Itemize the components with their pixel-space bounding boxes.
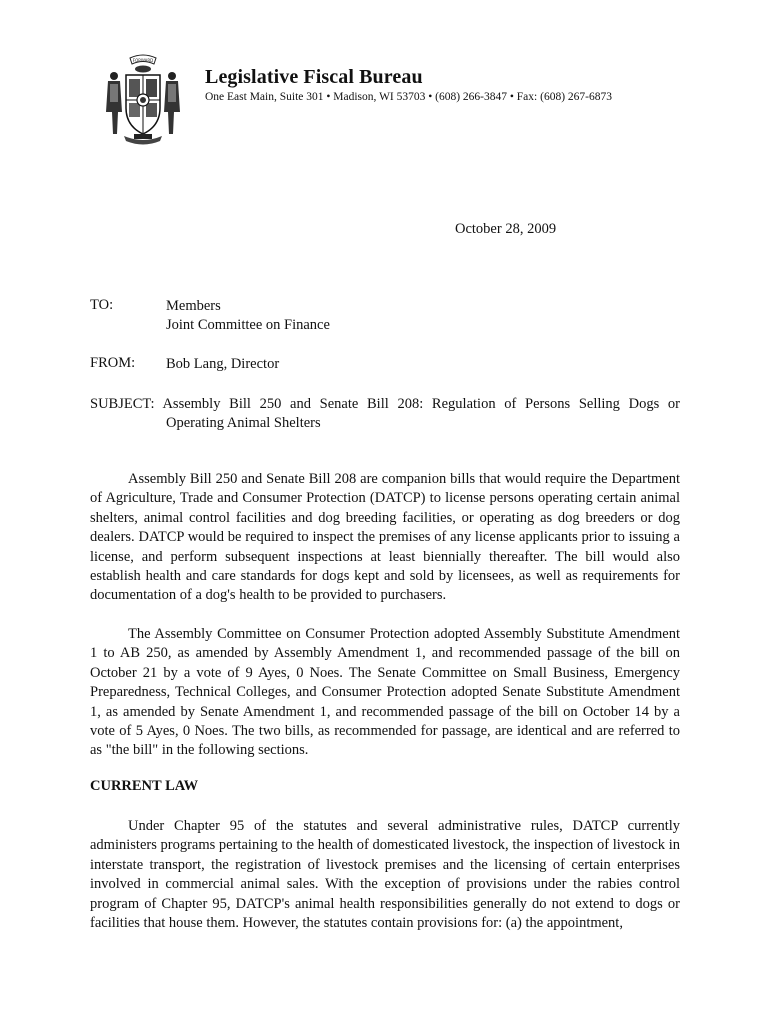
paragraph-2-text: The Assembly Committee on Consumer Protection adopted Assembly Substitute Amendment 1 to AB 250, as amended by Assembly Amendment 1, and recommended passage of the bill on October 21 by a vote of 9 Ayes, 0 Noes. The Senate Committee on Small Business, Emergency Preparedness, Technical Colleges, and Consumer Protection adopted Senate Substitute Amendment 1, as amended by Senate Amendment 1, and recommended passage of the bill on October 14 by a vote of 5 Ayes, 0 Noes. The two bills, as recommended for passage, are identical and are referred to as "the bill" in the following sections. [90, 626, 680, 759]
svg-text:FORWARD: FORWARD [132, 58, 154, 63]
subject-line-2: Operating Animal Shelters [166, 415, 321, 431]
to-line-2: Joint Committee on Finance [166, 317, 330, 333]
to-recipients [166, 297, 680, 335]
organization-name: Legislative Fiscal Bureau [205, 66, 423, 88]
subject-block [90, 395, 680, 433]
subject-label: SUBJECT: [90, 396, 155, 412]
paragraph-3 [90, 817, 680, 933]
section-heading-current-law: CURRENT LAW [90, 778, 199, 794]
paragraph-3-text: Under Chapter 95 of the statutes and several administrative rules, DATCP currently administers programs pertaining to the health of domesticated livestock, the inspection of livestock in interstate transport, the registration of livestock premises and the licensing of certain enterprises involved in commercial animal sales. With the exception of provisions under the rabies control program of Chapter 95, DATCP's animal health responsibilities generally do not extend to dogs or facilities that house them. However, the statutes contain provisions for: (a) the appointment, [90, 818, 680, 932]
paragraph-1 [90, 470, 680, 606]
paragraph-2 [90, 625, 680, 761]
memo-date: October 28, 2009 [455, 221, 557, 237]
from-line: Bob Lang, Director [166, 356, 280, 372]
to-line-1: Members [166, 298, 221, 314]
subject-text-1: Assembly Bill 250 and Senate Bill 208: Regulation of Persons Selling Dogs or [162, 396, 681, 412]
to-label: TO: [90, 297, 114, 313]
subject-line-1 [90, 395, 680, 414]
paragraph-1-text: Assembly Bill 250 and Senate Bill 208 are companion bills that would require the Department of Agriculture, Trade and Consumer Protection (DATCP) to license persons operating certain animal shelters, animal control facilities and dog breeding facilities, or operating as dog breeders or dog dealers. DATCP would be required to inspect the premises of any license applicants prior to issuing a license, and perform subsequent inspections at least biennially thereafter. The bill would also establish health and care standards for dogs kept and sold by licensees, as well as requirements for documentation of a dog's health to be provided to purchasers. [90, 471, 680, 604]
from-label: FROM: [90, 355, 136, 371]
organization-address: One East Main, Suite 301 • Madison, WI 53703 • (608) 266-3847 • Fax: (608) 267-6873 [205, 91, 612, 103]
wisconsin-seal-icon [98, 48, 188, 148]
from-value [166, 355, 680, 374]
